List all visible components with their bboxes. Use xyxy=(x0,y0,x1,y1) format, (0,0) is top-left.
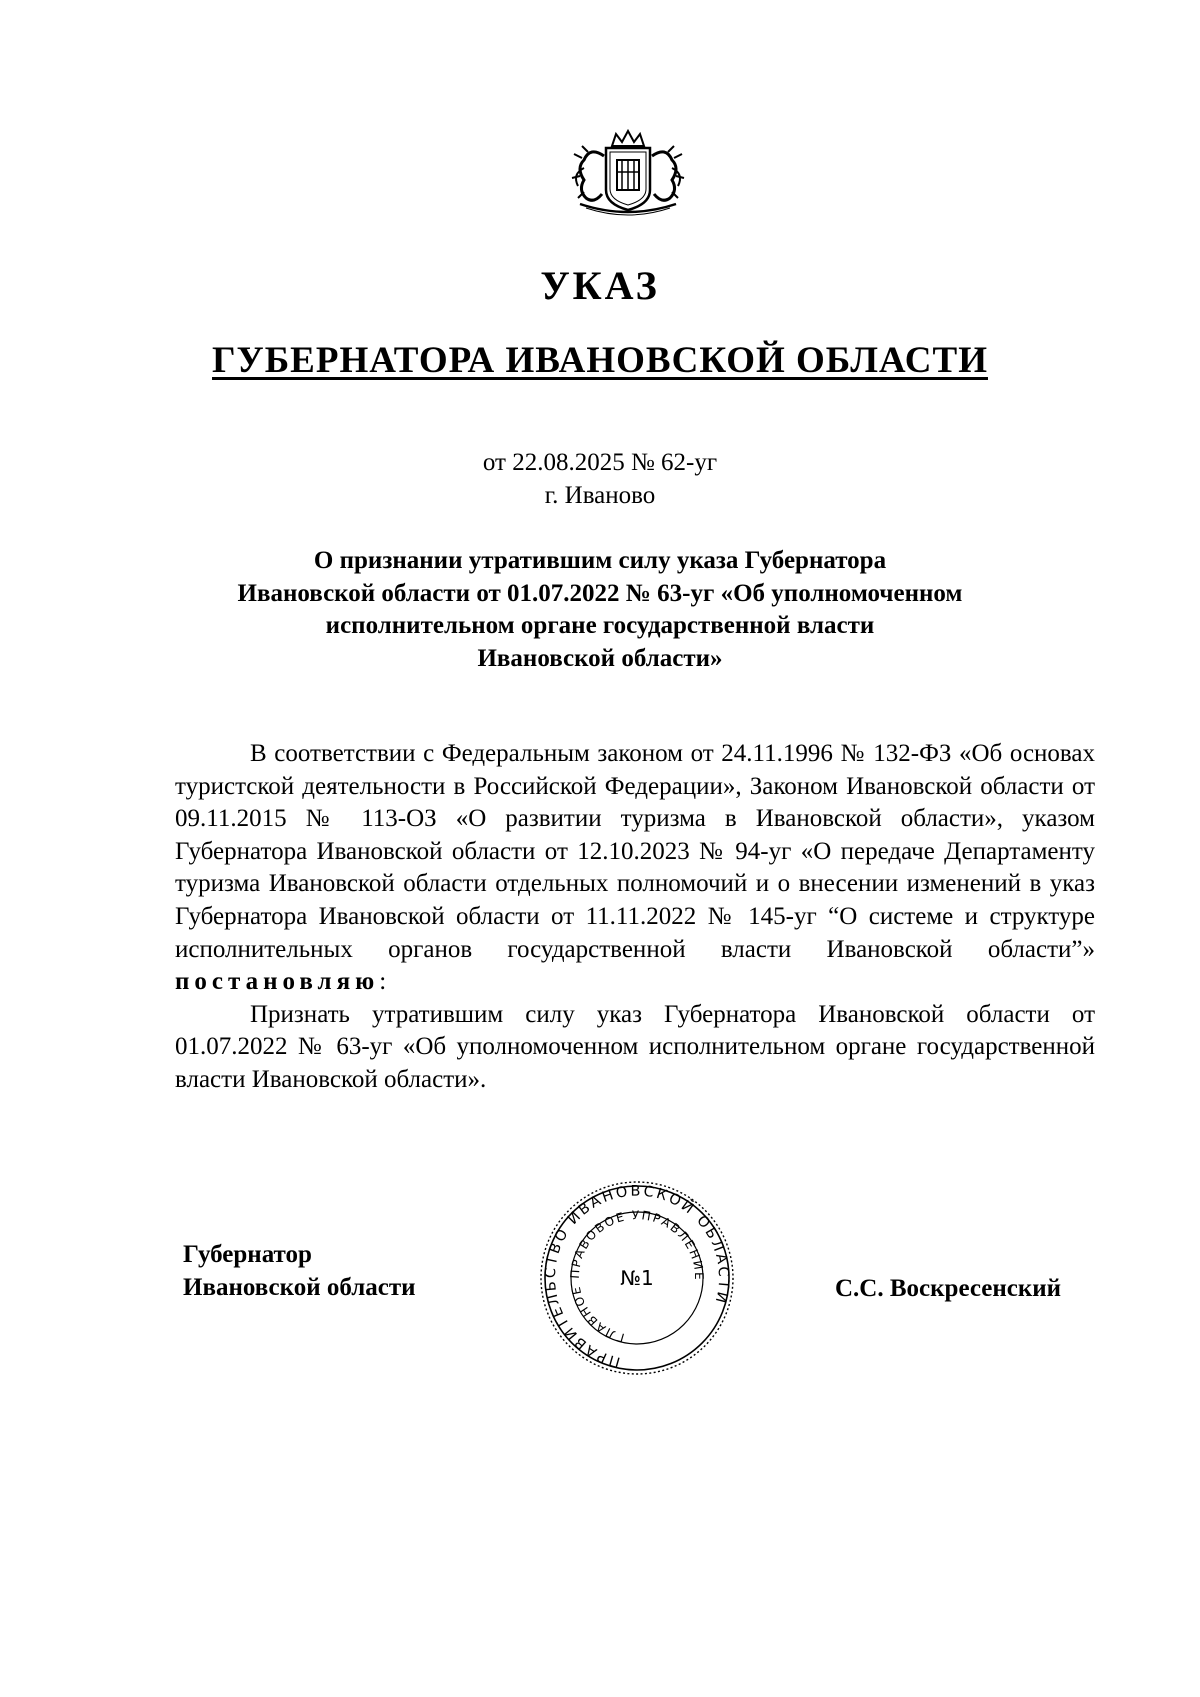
body-paragraph xyxy=(175,738,1095,999)
official-stamp xyxy=(535,1178,740,1378)
title-line: исполнительном органе государственной власти xyxy=(325,612,875,639)
document-meta xyxy=(0,446,1200,512)
preamble-text: В соответствии с Федеральным законом от 24.11.1996 № 132-ФЗ «Об основах туристской деятельности в Российской Федерации», Законом Ивановской области от 09.11.2015 № 113-ОЗ «О развитии туризма в Ивановской области», указом Губернатора Ивановской области от 12.10.2023 № 94-уг «О передаче Департаменту туризма Ивановской области отдельных полномочий и о внесении изменений в указ Губернатора Ивановской области от 11.11.2022 № 145-уг “О системе и структуре исполнительных органов государственной власти Ивановской области”» xyxy=(175,740,1095,963)
issuer-text: ГУБЕРНАТОРА ИВАНОВСКОЙ ОБЛАСТИ xyxy=(212,340,988,381)
body-paragraph: Признать утратившим силу указ Губернатора Ивановской области от 01.07.2022 № 63-уг «Об уполномоченном исполнительном органе государственной власти Ивановской области». xyxy=(175,1000,1095,1093)
city: г. Иваново xyxy=(544,482,656,509)
resolve-word: постановляю xyxy=(175,968,380,996)
signatory-position xyxy=(183,1238,416,1304)
document-title xyxy=(0,545,1200,675)
position-line: Губернатор xyxy=(183,1241,312,1268)
coat-of-arms-icon xyxy=(560,128,696,216)
issuer xyxy=(0,338,1200,384)
title-line: Ивановской области» xyxy=(477,644,723,672)
document-type: УКАЗ xyxy=(540,263,660,308)
stamp-number: №1 xyxy=(620,1266,654,1290)
document-body xyxy=(175,738,1095,1097)
resolve-colon: : xyxy=(379,968,387,996)
signatory-name: С.С. Воскресенский xyxy=(835,1275,1062,1302)
title-line: О признании утратившим силу указа Губернатора xyxy=(313,547,887,574)
date-number: от 22.08.2025 № 62-уг xyxy=(482,449,718,476)
stamp-inner-text: ГЛАВНОЕ ПРАВОВОЕ УПРАВЛЕНИЕ xyxy=(567,1208,707,1345)
stamp-outer-text: ПРАВИТЕЛЬСТВО ИВАНОВСКОЙ ОБЛАСТИ xyxy=(542,1183,732,1370)
position-line: Ивановской области xyxy=(183,1274,416,1301)
title-line: Ивановской области от 01.07.2022 № 63-уг «Об уполномоченном xyxy=(237,579,963,607)
